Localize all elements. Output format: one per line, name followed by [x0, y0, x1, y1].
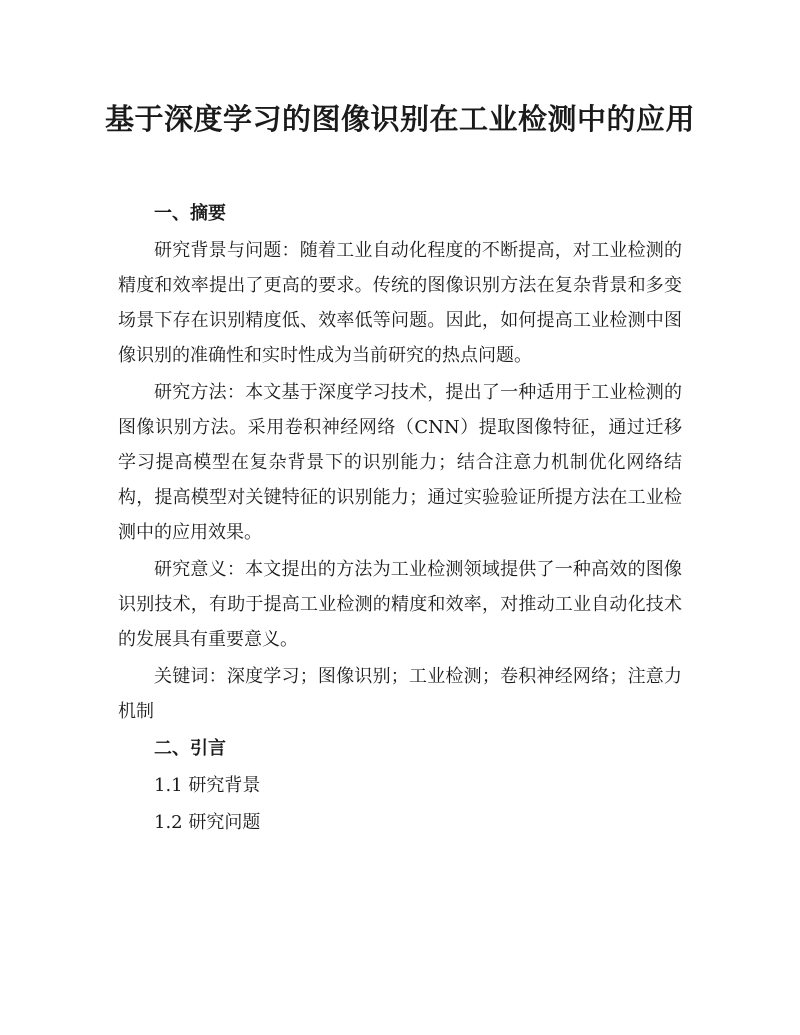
- abstract-significance-paragraph: 研究意义：本文提出的方法为工业检测领域提供了一种高效的图像识别技术，有助于提高工业检测的精度和效率，对推动工业自动化技术的发展具有重要意义。: [118, 559, 682, 650]
- keywords-paragraph: 关键词：深度学习；图像识别；工业检测；卷积神经网络；注意力机制: [118, 666, 682, 722]
- subsection-research-background: 1.1 研究背景: [154, 775, 261, 796]
- abstract-method-paragraph: 研究方法：本文基于深度学习技术，提出了一种适用于工业检测的图像识别方法。采用卷积神经网络（CNN）提取图像特征，通过迁移学习提高模型在复杂背景下的识别能力；结合注意力机制优化网络结构，提高模型对关键特征的识别能力；通过实验验证所提方法在工业检测中的应用效果。: [118, 382, 682, 543]
- section-heading-abstract: 一、摘要: [154, 203, 226, 224]
- abstract-background-paragraph: 研究背景与问题：随着工业自动化程度的不断提高，对工业检测的精度和效率提出了更高的要求。传统的图像识别方法在复杂背景和多变场景下存在识别精度低、效率低等问题。因此，如何提高工业检测中图像识别的准确性和实时性成为当前研究的热点问题。: [118, 240, 682, 366]
- document-body: [118, 196, 682, 840]
- subsection-research-question: 1.2 研究问题: [154, 812, 261, 833]
- document-title: 基于深度学习的图像识别在工业检测中的应用: [104, 102, 695, 136]
- section-heading-introduction: 二、引言: [154, 738, 226, 759]
